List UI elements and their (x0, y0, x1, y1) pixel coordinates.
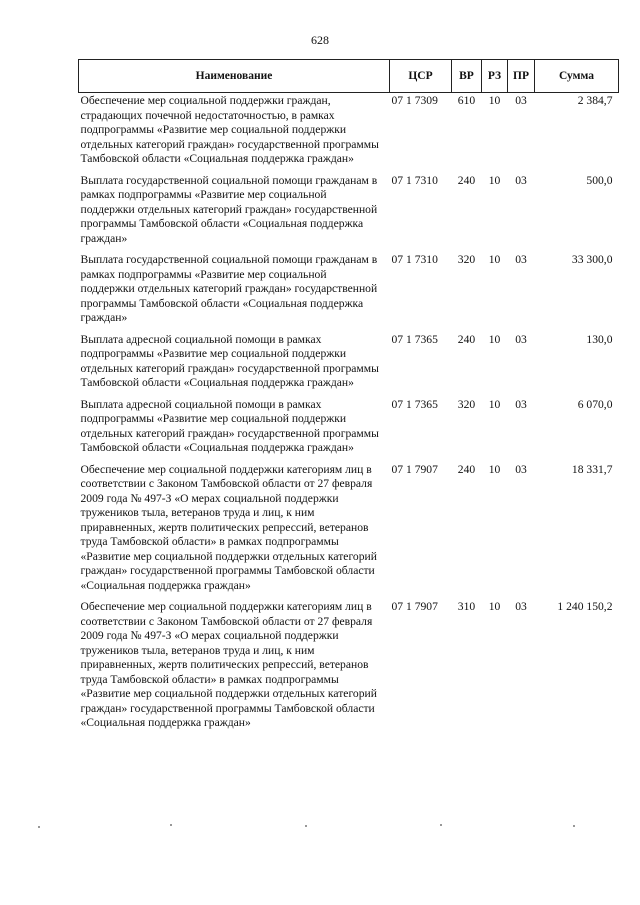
row-pr: 03 (515, 94, 527, 107)
row-name: Обеспечение мер социальной поддержки категориям лиц в соответствии с Законом Тамбовской области от 27 февраля 2009 года № 497-З «О мерах социальной поддержки тружеников тыла, ветеранов труда и лиц, к ним приравненных, жертв политических репрессий, ветеранов труда Тамбовской области» в рамках подпрограммы «Развитие мер социальной поддержки отдельных категорий граждан» государственной программы Тамбовской области «Социальная поддержка граждан» (80, 462, 377, 592)
row-vr: 240 (457, 332, 476, 346)
row-vr: 310 (457, 600, 476, 613)
row-vr: 610 (457, 94, 476, 107)
table-header (79, 60, 619, 93)
row-csr: 07 1 7365 (391, 332, 438, 346)
header-sum: Сумма (535, 60, 619, 93)
row-rz: 10 (488, 397, 501, 411)
row-pr: 03 (515, 173, 527, 187)
row-pr: 03 (515, 462, 527, 476)
row-vr: 320 (457, 397, 476, 411)
row-vr: 240 (457, 462, 476, 476)
page-number: 628 (311, 33, 329, 47)
row-sum: 500,0 (586, 173, 613, 187)
row-rz: 10 (488, 173, 501, 187)
row-csr: 07 1 7310 (391, 253, 438, 266)
row-sum: 33 300,0 (571, 253, 613, 266)
row-rz: 10 (488, 600, 501, 613)
row-pr: 03 (515, 600, 527, 613)
row-pr: 03 (515, 253, 527, 266)
header-name: Наименование (79, 60, 390, 93)
row-vr: 320 (457, 253, 476, 266)
row-sum: 18 331,7 (571, 462, 613, 476)
row-rz: 10 (488, 332, 501, 346)
row-sum: 130,0 (586, 332, 613, 346)
scan-speck (38, 826, 40, 828)
row-rz: 10 (488, 253, 501, 266)
row-csr: 07 1 7907 (391, 462, 438, 476)
row-name: Выплата государственной социальной помощи гражданам в рамках подпрограммы «Развитие мер социальной поддержки отдельных категорий граждан» государственной программы Тамбовской области «Социальная поддержка граждан» (80, 173, 378, 245)
table-body (79, 93, 619, 737)
row-pr: 03 (515, 332, 527, 346)
header-row (79, 60, 619, 93)
row-sum: 2 384,7 (577, 94, 613, 107)
row-csr: 07 1 7907 (391, 600, 438, 613)
header-csr: ЦСР (390, 60, 452, 93)
row-sum: 6 070,0 (577, 397, 613, 411)
table-row (79, 252, 619, 332)
table-row (79, 462, 619, 600)
scan-speck (440, 824, 442, 826)
header-vr: ВР (452, 60, 482, 93)
table-row (79, 332, 619, 397)
scan-speck (573, 825, 575, 827)
row-rz: 10 (488, 462, 501, 476)
header-rz: РЗ (482, 60, 508, 93)
row-name: Выплата государственной социальной помощи гражданам в рамках подпрограммы «Развитие мер социальной поддержки отдельных категорий граждан» государственной программы Тамбовской области «Социальная поддержка граждан» (80, 253, 378, 324)
row-csr: 07 1 7365 (391, 397, 438, 411)
scan-speck (170, 824, 172, 826)
row-rz: 10 (488, 94, 501, 107)
header-pr: ПР (508, 60, 535, 93)
table-row (79, 93, 619, 173)
table-row (79, 397, 619, 462)
row-pr: 03 (515, 397, 527, 411)
row-csr: 07 1 7309 (391, 94, 438, 107)
table-row (79, 173, 619, 253)
scan-speck (305, 825, 307, 827)
budget-table (78, 59, 619, 737)
row-name: Обеспечение мер социальной поддержки граждан, страдающих почечной недостаточностью, в рамках подпрограммы «Развитие мер социальной поддержки отдельных категорий граждан» государственной программы Тамбовской области «Социальная поддержка граждан» (80, 94, 379, 165)
row-name: Выплата адресной социальной помощи в рамках подпрограммы «Развитие мер социальной поддержки отдельных категорий граждан» государственной программы Тамбовской области «Социальная поддержка граждан» (80, 397, 379, 454)
row-vr: 240 (457, 173, 476, 187)
row-sum: 1 240 150,2 (557, 600, 613, 613)
row-name: Обеспечение мер социальной поддержки категориям лиц в соответствии с Законом Тамбовской области от 27 февраля 2009 года № 497-З «О мерах социальной поддержки тружеников тыла, ветеранов труда и лиц, к ним приравненных, жертв политических репрессий, ветеранов труда Тамбовской области» в рамках подпрограммы «Развитие мер социальной поддержки отдельных категорий граждан» государственной программы Тамбовской области «Социальная поддержка граждан» (80, 600, 377, 729)
table-row (79, 599, 619, 737)
row-name: Выплата адресной социальной помощи в рамках подпрограммы «Развитие мер социальной поддержки отдельных категорий граждан» государственной программы Тамбовской области «Социальная поддержка граждан» (80, 332, 379, 389)
row-csr: 07 1 7310 (391, 173, 438, 187)
